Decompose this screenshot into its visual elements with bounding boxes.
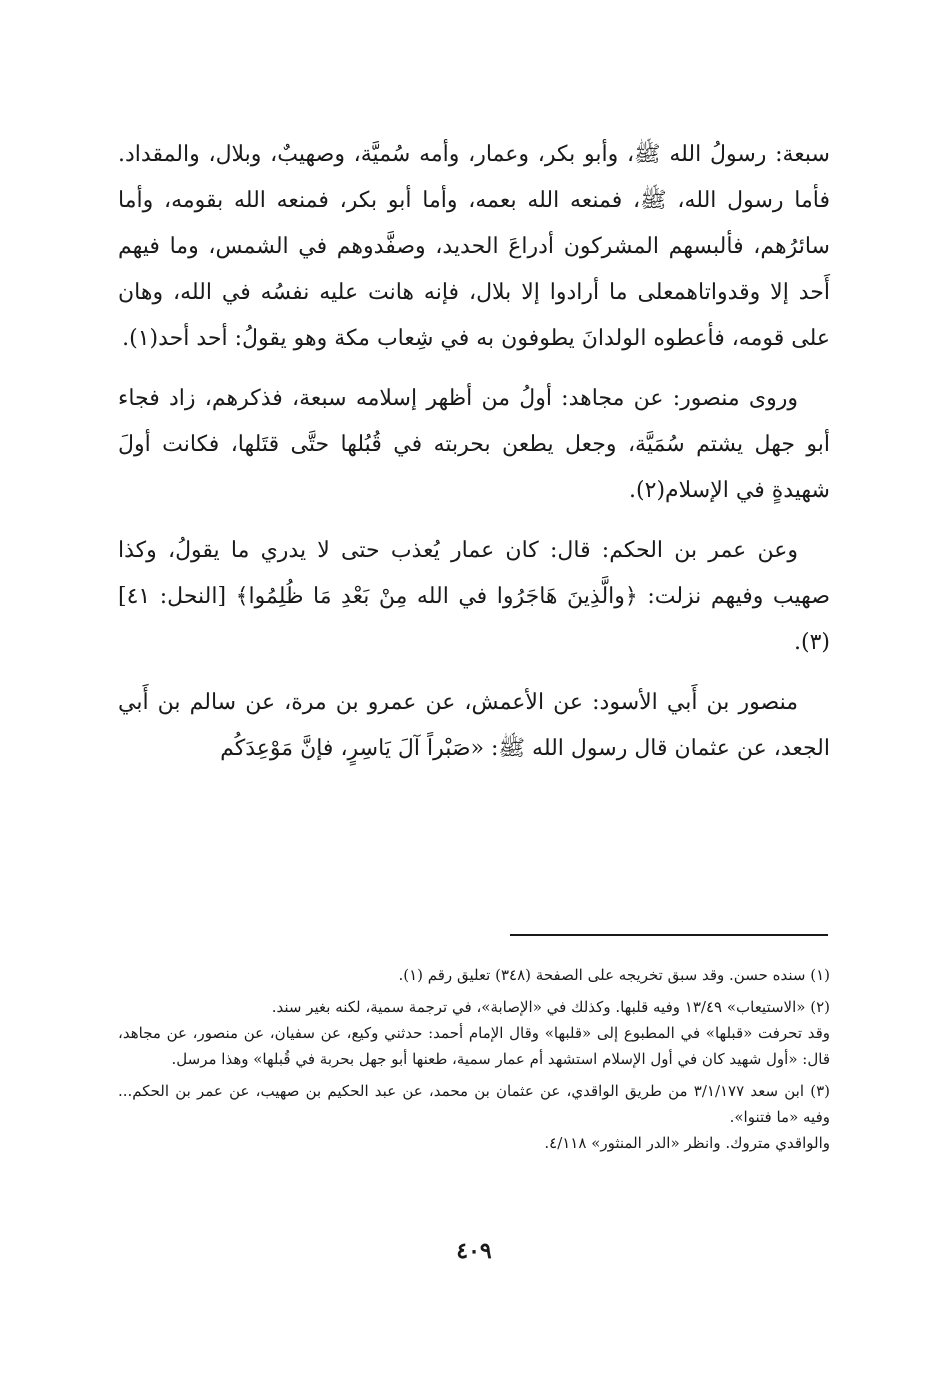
- paragraph-2: وروى منصور: عن مجاهد: أولُ من أظهر إسلامه سبعة، فذكرهم، زاد فجاء أبو جهل يشتم سُمَيَّة، وجعل يطعن بحربته في قُبُلها حتَّى قتَلها، فكانت أولَ شهيدةٍ في الإسلام(٢).: [118, 386, 830, 503]
- page-number: ٤٠٩: [456, 1238, 492, 1264]
- main-text: [118, 132, 830, 778]
- footnote-divider: [510, 934, 828, 936]
- footnote-2: [118, 994, 830, 1072]
- footnote-3: [118, 1078, 830, 1156]
- paragraph-3: وعن عمر بن الحكم: قال: كان عمار يُعذب حتى لا يدري ما يقولُ، وكذا صهيب وفيهم نزلت: ﴿والَّذِينَ هَاجَرُوا في الله مِنْ بَعْدِ مَا ظُلِمُوا﴾ [النحل: ٤١](٣).: [118, 538, 830, 655]
- paragraph-4: منصور بن أَبي الأسود: عن الأعمش، عن عمرو بن مرة، عن سالم بن أَبي الجعد، عن عثمان قال رسول الله ﷺ: «صَبْراً آلَ يَاسِرٍ، فإنَّ مَوْعِدَكُم: [118, 690, 830, 761]
- footnote-3-line-2: والواقدي متروك. وانظر «الدر المنثور» ٤/١١٨.: [544, 1134, 830, 1152]
- footnote-1-line-1: (١) سنده حسن. وقد سبق تخريجه على الصفحة (٣٤٨) تعليق رقم (١).: [398, 966, 830, 984]
- footnotes: [118, 962, 830, 1162]
- footnote-2-line-2: وقد تحرفت «قبلها» في المطبوع إلى «قلبها» وقال الإمام أحمد: حدثني وكيع، عن سفيان، عن منصور، عن مجاهد، قال: «أول شهيد كان في أول الإسلام استشهد أم عمار سمية، طعنها أبو جهل بحربة في قُبلها» وهذا مرسل.: [118, 1024, 830, 1068]
- footnote-3-line-1: (٣) ابن سعد ٣/١/١٧٧ من طريق الواقدي، عن عثمان بن محمد، عن عبد الحكيم بن صهيب، عن عمر بن الحكم... وفيه «ما فتنوا».: [118, 1082, 830, 1126]
- footnote-2-line-1: (٢) «الاستيعاب» ١٣/٤٩ وفيه قلبها. وكذلك في «الإصابة»، في ترجمة سمية، لكنه بغير سند.: [271, 998, 830, 1016]
- paragraph-1: سبعة: رسولُ الله ﷺ، وأبو بكر، وعمار، وأمه سُميَّة، وصهيبٌ، وبلال، والمقداد. فأما رسول الله، ﷺ، فمنعه الله بعمه، وأما أبو بكر، فمنعه الله بقومه، وأما سائرُهم، فألبسهم المشركون أدراعَ الحديد، وصفَّدوهم في الشمس، وما فيهم أَحد إلا وقدواتاهمعلى ما أرادوا إلا بلال، فإنه هانت عليه نفسُه في الله، وهان على قومه، فأعطوه الولدانَ يطوفون به في شِعاب مكة وهو يقولُ: أحد أحد(١).: [118, 142, 830, 351]
- footnote-1: [118, 962, 830, 988]
